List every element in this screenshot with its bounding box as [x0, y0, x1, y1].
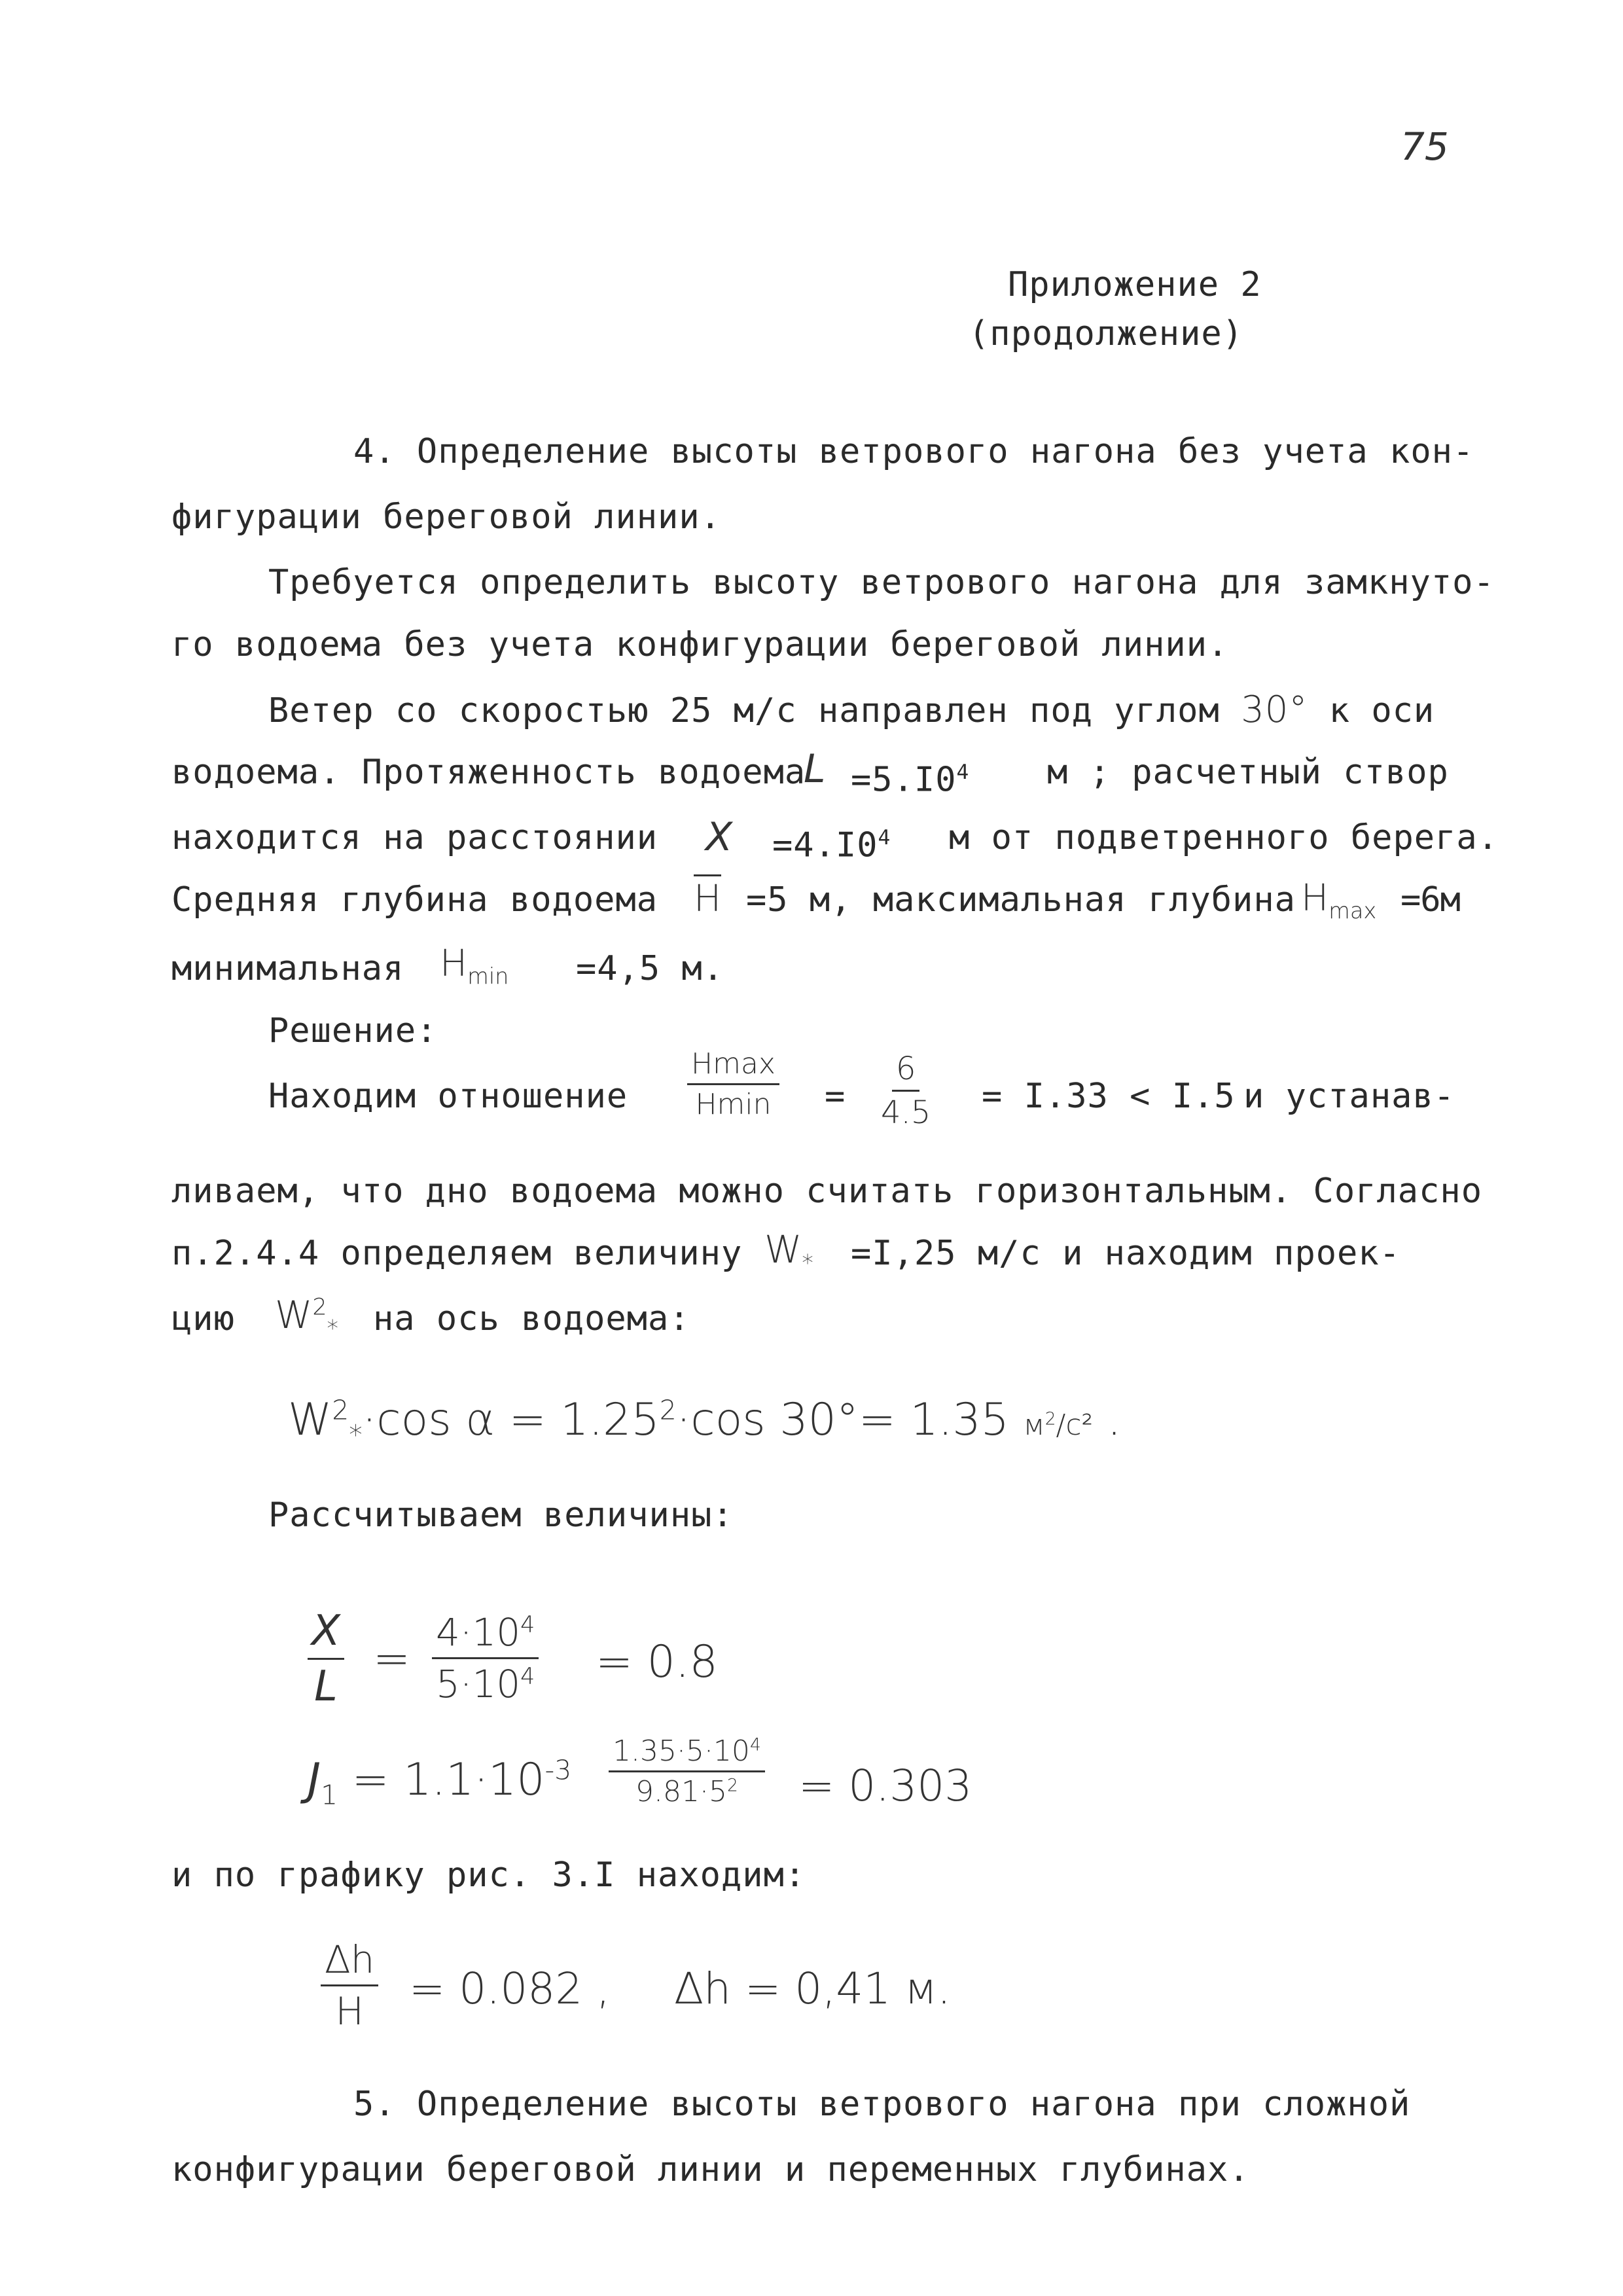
section-5-title-line1: 5. Определение высоты ветрового нагона при сложной	[353, 2085, 1411, 2124]
eq4-fraction: $\frac{\Delta h}{H}$	[321, 1937, 378, 2034]
calculation-label: Рассчитываем величины:	[268, 1496, 734, 1535]
distance-symbol: X	[705, 814, 733, 860]
bottom-text-line2a: п.2.4.4 определяем величину	[171, 1234, 743, 1273]
length-label: водоема. Протяженность водоема	[171, 753, 806, 792]
length-value: $=5.I0^4$	[851, 760, 970, 800]
graph-text: и по графику рис. 3.I находим:	[171, 1856, 806, 1895]
distance-tail: м от подветренного берега.	[949, 818, 1499, 857]
section-4-title-line2: фигурации береговой линии.	[171, 497, 721, 537]
section-5-title-line2: конфигурации береговой линии и переменных глубинах.	[171, 2150, 1250, 2189]
mean-depth-text: =5 м, максимальная глубина	[746, 880, 1296, 920]
equation-projection: $W^2_*\cdot\cos$ $\alpha = 1.25^2\cdot\cos$ 30°= 1.35 $м^2/с^2$ .	[288, 1394, 1122, 1451]
appendix-label: Приложение 2	[1008, 265, 1262, 304]
ratio-fraction: Hmax Hmin	[687, 1047, 779, 1121]
eq2-result: = 0.8	[596, 1636, 718, 1688]
eq2-equals: =	[373, 1633, 410, 1685]
wind-text: Ветер со скоростью 25 м/с направлен под углом 30° к оси	[268, 689, 1435, 731]
min-depth-symbol: $H_{min}$	[440, 942, 509, 990]
ratio-tail: и устанав-	[1243, 1077, 1455, 1116]
projection-symbol: $W^2_*$	[275, 1293, 338, 1342]
eq3-fraction: $\frac{1.35\cdot 5\cdot 10^4}{9.81\cdot 5^2}$	[609, 1734, 765, 1808]
projection-label: цию	[171, 1299, 235, 1338]
wind-angle: 30°	[1241, 689, 1308, 731]
requirement-line1: Требуется определить высоту ветрового нагона для замкнуто-	[268, 563, 1495, 602]
ratio-label: Находим отношение	[268, 1077, 628, 1116]
eq4-result: = 0.082 ,	[409, 1964, 611, 2014]
page-number: 75	[1400, 124, 1449, 169]
mean-depth-symbol: H	[694, 874, 721, 920]
max-depth-value: =6м	[1400, 880, 1460, 920]
mean-depth-label: Средняя глубина водоема	[171, 880, 658, 920]
projection-tail: на ось водоема:	[373, 1299, 690, 1338]
min-depth-value: =4,5 м.	[576, 949, 724, 988]
ratio-numeric-fraction: $\frac{6}{4.5}$	[881, 1050, 931, 1131]
requirement-line2: го водоема без учета конфигурации береговой линии.	[171, 625, 1229, 664]
eq3-result: = 0.303	[798, 1761, 972, 1811]
ratio-result: = I.33 < I.5	[982, 1077, 1236, 1116]
min-depth-label: минимальная	[171, 949, 404, 988]
friction-velocity-symbol: $W_*$	[764, 1227, 813, 1277]
solution-label: Решение:	[268, 1011, 438, 1050]
eq2-rhs-fraction: $\frac{4\cdot 10^4}{5\cdot 10^4}$	[432, 1610, 539, 1706]
eq2-lhs-fraction: $\frac{X}{L}$	[308, 1607, 344, 1711]
section-4-title-line1: 4. Определение высоты ветрового нагона без учета кон-	[353, 432, 1474, 471]
max-depth-symbol: $H_{max}$	[1301, 877, 1377, 924]
ratio-equals: =	[825, 1077, 846, 1116]
distance-label: находится на расстоянии	[171, 818, 658, 857]
eq3-lhs: $J_1 = 1.1\cdot 10^{-3}$	[308, 1754, 572, 1811]
bottom-text-line1: ливаем, что дно водоема можно считать горизонтальным. Согласно	[171, 1172, 1483, 1211]
length-symbol: L	[804, 746, 826, 792]
length-tail: м ; расчетный створ	[1047, 753, 1449, 792]
eq4-surge-height: Δh = 0,41 м.	[674, 1964, 951, 2014]
bottom-text-line2b: =I,25 м/с и находим проек-	[851, 1234, 1400, 1273]
distance-value: $=4.I0^4$	[772, 825, 891, 865]
appendix-continuation: (продолжение)	[969, 314, 1243, 353]
